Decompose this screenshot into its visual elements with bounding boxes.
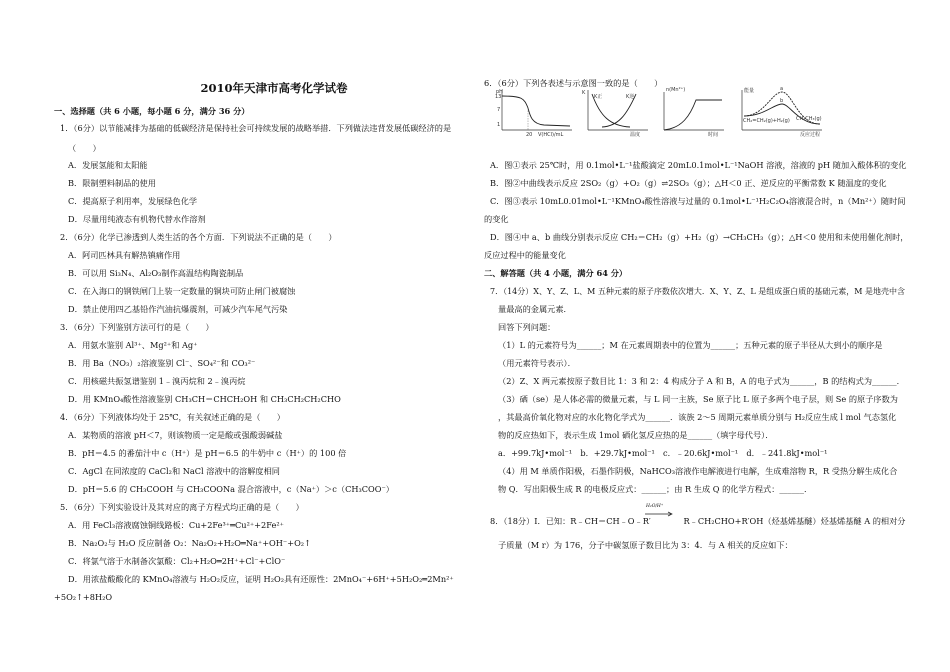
arrow-condition: H₂O/H⁺ <box>646 504 664 509</box>
fig4-reactant: CH₂=CH₂(g)+H₂(g) <box>743 118 790 124</box>
right-line-1: A．图①表示 25℃时，用 0.1mol•L⁻¹盐酸滴定 20mL0.1mol•L⁻¹NaOH 溶液，溶液的 pH 随加入酸体积的变化 <box>490 160 907 170</box>
left-line-6: D．尽量用纯液态有机物代替水作溶剂 <box>68 214 206 224</box>
left-line-25: C．将氯气溶于水制备次氯酸：Cl₂+H₂O═2H⁺+Cl⁻+ClO⁻ <box>68 556 286 566</box>
right-line-12: （用元素符号表示）． <box>498 358 576 368</box>
fig4-curve-b: b <box>780 98 784 104</box>
fig4-product: CH₃CH₃(g) <box>796 116 822 122</box>
fig2-xlabel: 温度 <box>630 132 641 138</box>
figure-4-svg <box>734 86 826 138</box>
figure-3-mn-ions <box>656 86 728 138</box>
left-line-0: 一、选择题（共 6 小题，每小题 6 分，满分 36 分） <box>54 106 250 116</box>
left-line-23: A．用 FeCl₃溶液腐蚀铜线路板：Cu+2Fe³⁺═Cu²⁺+2Fe²⁺ <box>68 520 284 530</box>
figure-2-svg <box>580 86 652 138</box>
right-column <box>484 0 914 672</box>
fig1-ytick-1: 1 <box>497 122 501 128</box>
right-line-0: 6．（6分）下列各表述与示意图一致的是（ ） <box>484 78 663 88</box>
fig2-ylabel: K <box>582 90 586 96</box>
left-line-3: A．发展氢能和太阳能 <box>68 160 148 170</box>
fig4-curve-a: a <box>780 86 784 92</box>
right-line-15: ，其最高价氧化物对应的水化物化学式为______．该族 2～5 周期元素单质分别与 H₂反应生成 l mol 气态氢化 <box>498 412 897 422</box>
left-line-27: +5O₂↑+8H₂O <box>54 592 113 602</box>
right-line-7: 二、解答题（共 4 小题，满分 64 分） <box>484 268 628 278</box>
page-title: 2010年天津市高考化学试卷 <box>200 81 348 95</box>
left-line-15: C．用核磁共振氢谱鉴别 1﹣溴丙烷和 2﹣溴丙烷 <box>68 376 246 386</box>
right-line-5: D．图④中 a、b 曲线分别表示反应 CH₂＝CH₂（g）+H₂（g）→CH₃CH₃（g）；△H＜0 使用和未使用催化剂时， <box>490 232 909 242</box>
left-line-26: D．用浓盐酸酸化的 KMnO₄溶液与 H₂O₂反应，证明 H₂O₂具有还原性：2MnO₄⁻+6H⁺+5H₂O₂═2Mn²⁺ <box>68 574 454 584</box>
right-line-3: C．图③表示 10mL0.01mol•L⁻¹KMnO₄酸性溶液与过量的 0.1mol•L⁻¹H₂C₂O₄溶液混合时，n（Mn²⁺）随时间 <box>490 196 906 206</box>
fig3-ylabel: n(Mn²⁺) <box>666 87 686 93</box>
arrow-icon <box>644 510 674 518</box>
fig4-ylabel: 能量 <box>744 88 755 94</box>
right-line-9: 量最高的金属元素． <box>498 304 572 314</box>
figure-1-titration <box>494 86 576 138</box>
left-line-11: D．禁止使用四乙基铅作汽油抗爆震剂，可减少汽车尾气污染 <box>68 304 288 314</box>
left-line-4: B．限制塑料制品的使用 <box>68 178 156 188</box>
right-line-10: 回答下列问题： <box>498 322 556 332</box>
left-line-16: D．用 KMnO₄酸性溶液鉴别 CH₃CH＝CHCH₂OH 和 CH₃CH₂CH₂CHO <box>68 394 341 404</box>
fig1-ylabel: pH <box>496 89 503 95</box>
right-line-14: （3）硒（se）是人体必需的微量元素，与 L 同一主族，Se 原子比 L 原子多两个电子层，则 Se 的原子序数为 <box>498 394 898 404</box>
left-line-20: C．AgCl 在同浓度的 CaCl₂和 NaCl 溶液中的溶解度相同 <box>68 466 280 476</box>
left-line-13: A．用氨水鉴别 Al³⁺、Mg²⁺和 Ag⁺ <box>68 340 198 350</box>
left-line-5: C．提高原子利用率，发展绿色化学 <box>68 196 198 206</box>
fig2-curve-kreverse: K逆 <box>626 94 635 100</box>
left-line-1: 1．（6分）以节能减排为基础的低碳经济是保持社会可持续发展的战略举措．下列做法违背发展低碳经济的是 <box>60 123 452 133</box>
left-line-19: B．pH＝4.5 的番茄汁中 c（H⁺）是 pH＝6.5 的牛奶中 c（H⁺）的 100 倍 <box>68 448 347 458</box>
right-line-21: 子质量（M r）为 176，分子中碳氢原子数目比为 3：4．与 A 相关的反应如下： <box>498 540 793 550</box>
right-line-18: （4）用 M 单质作阳极，石墨作阴极，NaHCO₃溶液作电解液进行电解，生成难溶物 R，R 受热分解生成化合 <box>498 466 898 476</box>
left-line-10: C．在入海口的钢铁闸门上装一定数量的铜块可防止闸门被腐蚀 <box>68 286 296 296</box>
right-line-6: 反应过程中的能量变化 <box>484 250 566 260</box>
right-line-8: 7．（14分）X、Y、Z、L、M 五种元素的原子序数依次增大．X、Y、Z、L 是组成蛋白质的基础元素，M 是地壳中含 <box>490 287 905 296</box>
fig1-ytick-13: 13 <box>495 94 502 100</box>
right-line-19: 物 Q．写出阳极生成 R 的电极反应式：______；由 R 生成 Q 的化学方程式：______． <box>498 484 813 494</box>
figure-3-svg <box>656 86 728 138</box>
right-line-20: 8．（18分）Ⅰ．已知：R﹣CH＝CH﹣O﹣R′ R﹣CH₂CHO+R′OH（烃基烯基醚）烃基烯基醚 A 的相对分 <box>490 516 906 526</box>
right-line-16: 物的反应热如下，表示生成 1mol 硒化氢反应热的是______（填字母代号）． <box>498 430 774 440</box>
right-line-4: 的变化 <box>484 214 509 224</box>
fig2-curve-kforward: K正 <box>594 94 603 100</box>
figure-1-svg <box>494 86 576 138</box>
left-line-9: B．可以用 Si₃N₄、Al₂O₃制作高温结构陶瓷制品 <box>68 268 244 278</box>
left-line-24: B．Na₂O₂与 H₂O 反应制备 O₂：Na₂O₂+H₂O═Na⁺+OH⁻+O₂↑ <box>68 538 311 548</box>
left-column <box>54 0 494 672</box>
right-line-17: a．+99.7kJ•mol⁻¹ b．+29.7kJ•mol⁻¹ c．﹣20.6kJ•mol⁻¹ d．﹣241.8kJ•mol⁻¹ <box>498 448 828 458</box>
figure-4-energy-profile <box>734 86 826 138</box>
fig1-xtick-20: 20 <box>526 132 533 138</box>
reaction-arrow <box>644 504 674 520</box>
fig1-xlabel: V(HCl)/mL <box>538 132 564 138</box>
left-line-2: （ ） <box>68 143 101 153</box>
left-line-21: D．pH＝5.6 的 CH₃COOH 与 CH₃COONa 混合溶液中，c（Na⁺）＞c（CH₃COO⁻） <box>68 484 394 494</box>
left-line-22: 5．（6分）下列实验设计及其对应的离子方程式均正确的是（ ） <box>60 502 304 512</box>
fig1-ytick-7: 7 <box>497 107 501 113</box>
fig4-xlabel: 反应过程 <box>800 132 821 138</box>
right-line-13: （2）Z、X 两元素按原子数目比 1：3 和 2：4 构成分子 A 和 B，A 的电子式为______，B 的结构式为______． <box>498 376 905 386</box>
left-line-18: A．某物质的溶液 pH＜7，则该物质一定是酸或强酸弱碱盐 <box>68 430 283 440</box>
left-line-7: 2．（6分）化学已渗透到人类生活的各个方面．下列说法不正确的是（ ） <box>60 232 337 242</box>
figure-2-equilibrium-constant <box>580 86 652 138</box>
right-line-2: B．图②中曲线表示反应 2SO₂（g）+O₂（g）⇌2SO₃（g）；△H＜0 正、逆反应的平衡常数 K 随温度的变化 <box>490 178 887 188</box>
fig3-xlabel: 时间 <box>708 132 719 138</box>
right-line-11: （1）L 的元素符号为______；M 在元素周期表中的位置为______；五种元素的原子半径从大到小的顺序是 <box>498 340 883 350</box>
left-line-8: A．阿司匹林具有解热镇痛作用 <box>68 250 181 260</box>
left-line-14: B．用 Ba（NO₃）₂溶液鉴别 Cl⁻、SO₄²⁻和 CO₃²⁻ <box>68 358 256 368</box>
left-line-12: 3．（6分）下列鉴别方法可行的是（ ） <box>60 322 214 332</box>
left-line-17: 4．（6分）下列液体均处于 25℃，有关叙述正确的是（ ） <box>60 412 285 422</box>
